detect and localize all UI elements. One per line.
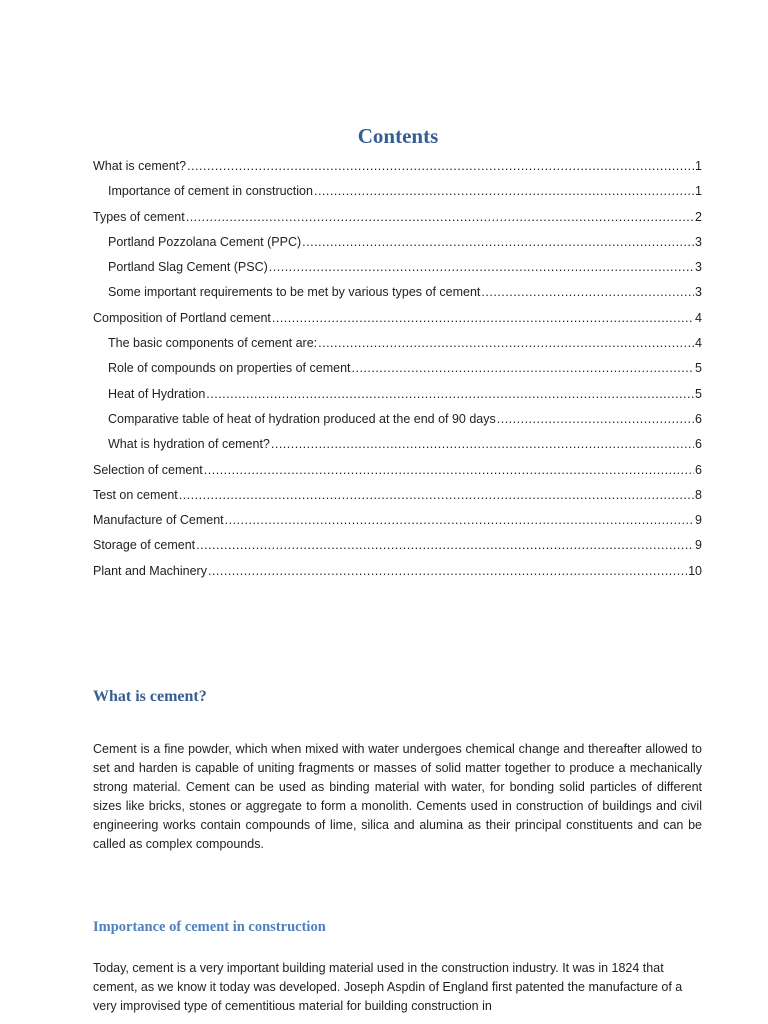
toc-dot-leader	[208, 559, 687, 584]
toc-entry[interactable]	[93, 179, 702, 204]
toc-entry[interactable]	[93, 483, 702, 508]
section-heading-importance: Importance of cement in construction	[93, 919, 326, 935]
toc-entry-page-number: 1	[695, 159, 702, 173]
toc-entry-label: Test on cement	[93, 487, 178, 502]
toc-entry-page-number: 6	[695, 462, 702, 477]
toc-dot-leader	[318, 331, 694, 356]
toc-dot-leader	[314, 179, 694, 204]
toc-entry-label: The basic components of cement are:	[108, 336, 318, 351]
toc-entry-label: Storage of cement	[93, 538, 196, 553]
toc-entry-page-number: 5	[695, 386, 702, 401]
toc-entry[interactable]	[93, 508, 702, 533]
toc-entry[interactable]	[93, 205, 702, 230]
toc-dot-leader	[497, 407, 694, 432]
toc-entry-label: Role of compounds on properties of cement	[108, 361, 351, 376]
toc-dot-leader	[179, 483, 694, 508]
toc-dot-leader	[272, 306, 694, 331]
toc-entry-page-number: 3	[695, 285, 702, 300]
toc-entry-label: Composition of Portland cement	[93, 310, 271, 325]
toc-entry[interactable]	[93, 331, 702, 356]
toc-entry[interactable]	[93, 458, 702, 483]
toc-entry[interactable]	[93, 407, 702, 432]
toc-entry-page-number: 6	[695, 437, 702, 452]
toc-entry-label: Types of cement	[93, 209, 185, 224]
toc-entry[interactable]	[93, 382, 702, 407]
toc-entry-label: Portland Pozzolana Cement (PPC)	[108, 234, 302, 249]
toc-entry-page-number: 10	[688, 563, 702, 578]
toc-dot-leader	[186, 205, 694, 230]
toc-dot-leader	[271, 432, 694, 457]
toc-entry-page-number: 4	[695, 336, 702, 351]
toc-entry[interactable]	[93, 255, 702, 280]
toc-dot-leader	[196, 533, 694, 558]
toc-entry[interactable]	[93, 356, 702, 381]
toc-entry-page-number: 8	[695, 487, 702, 502]
toc-entry-page-number: 1	[695, 184, 702, 199]
toc-entry-label: Comparative table of heat of hydration produced at the end of 90 days	[108, 411, 496, 426]
section-heading-what-is-cement: What is cement?	[93, 688, 207, 705]
section-body-importance: Today, cement is a very important building material used in the construction industry. It was in 1824 that cement, as we know it today was developed. Joseph Aspdin of England first patented the manufacture of a very improvised type of cementitious material for building construction in	[93, 961, 683, 1013]
toc-entry-page-number: 6	[695, 411, 702, 426]
toc-entry-page-number: 2	[695, 209, 702, 224]
toc-entry-label: Heat of Hydration	[108, 386, 206, 401]
toc-entry[interactable]	[93, 230, 702, 255]
table-of-contents	[93, 154, 702, 584]
toc-dot-leader	[206, 382, 694, 407]
toc-entry[interactable]	[93, 533, 702, 558]
toc-entry[interactable]	[93, 306, 702, 331]
toc-dot-leader	[225, 508, 694, 533]
toc-entry-label: Selection of cement	[93, 462, 203, 477]
toc-entry[interactable]	[93, 559, 702, 584]
toc-entry-label: Portland Slag Cement (PSC)	[108, 260, 268, 275]
toc-dot-leader	[302, 230, 694, 255]
toc-entry-label: Manufacture of Cement	[93, 513, 224, 528]
section-body-what-is-cement: Cement is a fine powder, which when mixed with water undergoes chemical change and thereafter allowed to set and harden is capable of uniting fragments or masses of solid matter together to produce a mechanically strong material. Cement can be used as binding material with water, for bonding solid particles of different sizes like bricks, stones or aggregate to form a monolith. Cements used in construction of buildings and civil engineering works contain compounds of lime, silica and alumina as their principal constituents and can be called as complex compounds.	[93, 742, 702, 851]
toc-entry-page-number: 3	[695, 260, 702, 275]
toc-entry-label: Some important requirements to be met by various types of cement	[108, 285, 481, 300]
toc-entry[interactable]	[93, 280, 702, 305]
toc-dot-leader	[269, 255, 694, 280]
toc-dot-leader	[481, 280, 694, 305]
toc-entry-page-number: 5	[695, 361, 702, 376]
toc-entry[interactable]	[93, 432, 702, 457]
toc-entry-page-number: 4	[695, 310, 702, 325]
toc-dot-leader	[204, 458, 694, 483]
toc-entry-label: What is hydration of cement?	[108, 437, 270, 452]
toc-entry-page-number: 9	[695, 513, 702, 528]
toc-entry-label: Plant and Machinery	[93, 563, 207, 578]
toc-entry-label: Importance of cement in construction	[108, 184, 313, 199]
toc-entry[interactable]	[93, 154, 702, 179]
toc-dot-leader	[352, 356, 695, 381]
toc-entry-page-number: 3	[695, 234, 702, 249]
toc-entry-label: What is cement?	[93, 159, 187, 173]
toc-dot-leader	[187, 154, 694, 179]
toc-entry-page-number: 9	[695, 538, 702, 553]
toc-title: Contents	[357, 124, 439, 148]
